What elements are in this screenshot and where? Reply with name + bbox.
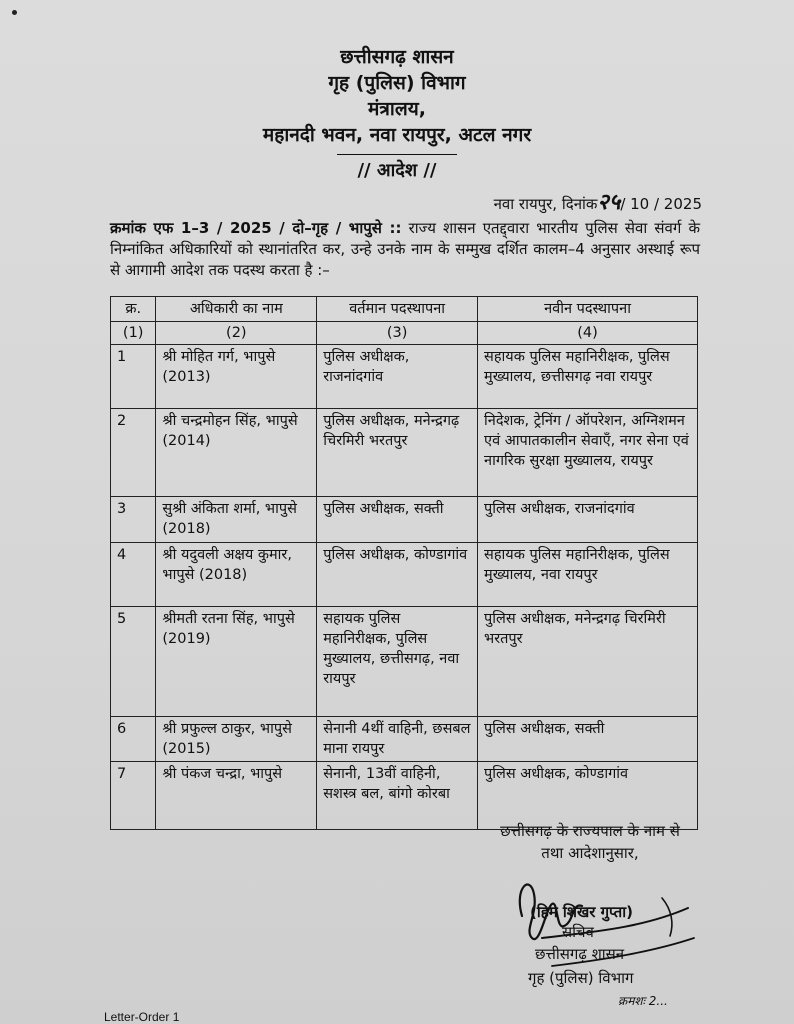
order-reference: क्रमांक एफ 1–3 / 2025 / दो–गृह / भापुसे ::: [110, 219, 402, 237]
table-row: [111, 717, 698, 762]
row-sno: 2: [111, 409, 156, 497]
row-officer-name: श्री प्रफुल्ल ठाकुर, भापुसे (2015): [156, 717, 317, 762]
letterhead-address: महानदी भवन, नवा रायपुर, अटल नगर: [262, 124, 532, 146]
letterhead-government: छत्तीसगढ़ शासन: [340, 46, 454, 68]
row-officer-name: श्री पंकज चन्द्रा, भापुसे: [156, 762, 317, 830]
column-number: (2): [156, 322, 317, 345]
row-officer-name: श्री चन्द्रमोहन सिंह, भापुसे (2014): [156, 409, 317, 497]
row-current-posting: पुलिस अधीक्षक, मनेन्द्रगढ़ चिरमिरी भरतपुर: [317, 409, 478, 497]
row-sno: 5: [111, 607, 156, 717]
row-current-posting: सेनानी 4थीं वाहिनी, छसबल माना रायपुर: [317, 717, 478, 762]
table-row: [111, 409, 698, 497]
signatory-department: गृह (पुलिस) विभाग: [528, 969, 634, 987]
officer-name: (हिम शिखर गुप्ता): [530, 903, 633, 921]
letterhead-department: गृह (पुलिस) विभाग: [328, 72, 466, 94]
row-new-posting: पुलिस अधीक्षक, सक्ती: [478, 717, 698, 762]
row-current-posting: पुलिस अधीक्षक, सक्ती: [317, 497, 478, 543]
order-intro: [110, 218, 700, 281]
table-row: [111, 497, 698, 543]
row-new-posting: सहायक पुलिस महानिरीक्षक, पुलिस मुख्यालय, नवा रायपुर: [478, 543, 698, 607]
date-month-year: / 10 / 2025: [620, 195, 702, 213]
authority-line-2: तथा आदेशानुसार,: [541, 844, 639, 862]
row-current-posting: सेनानी, 13वीं वाहिनी, सशस्त्र बल, बांगो कोरबा: [317, 762, 478, 830]
table-row: [111, 607, 698, 717]
row-new-posting: पुलिस अधीक्षक, कोण्डागांव: [478, 762, 698, 830]
row-sno: 4: [111, 543, 156, 607]
footer-label: Letter-Order 1: [104, 1010, 180, 1024]
column-number: (3): [317, 322, 478, 345]
column-number-row: [111, 322, 698, 345]
row-new-posting: पुलिस अधीक्षक, मनेन्द्रगढ़ चिरमिरी भरतपुर: [478, 607, 698, 717]
row-sno: 6: [111, 717, 156, 762]
scan-mark: [12, 10, 17, 15]
letterhead-ministry: मंत्रालय,: [368, 98, 426, 120]
column-number: (4): [478, 322, 698, 345]
authority-line: [460, 820, 720, 864]
continued-note: क्रमशः 2...: [618, 994, 668, 1008]
row-sno: 1: [111, 345, 156, 409]
header-current-posting: वर्तमान पदस्थापना: [317, 297, 478, 322]
row-new-posting: निदेशक, ट्रेनिंग / ऑपरेशन, अग्निशमन एवं आपातकालीन सेवाएँ, नगर सेना एवं नागरिक सुरक्षा मुख्यालय, रायपुर: [478, 409, 698, 497]
order-title: // आदेश //: [357, 160, 437, 181]
date-day: २५: [597, 189, 621, 215]
authority-line-1: छत्तीसगढ़ के राज्यपाल के नाम से: [500, 822, 680, 840]
row-officer-name: सुश्री अंकिता शर्मा, भापुसे (2018): [156, 497, 317, 543]
table-row: [111, 345, 698, 409]
header-new-posting: नवीन पदस्थापना: [478, 297, 698, 322]
officer-designation: सचिव: [562, 923, 594, 941]
letterhead-rule: [337, 154, 457, 155]
transfer-table: [110, 296, 698, 830]
table-header-row: [111, 297, 698, 322]
column-number: (1): [111, 322, 156, 345]
row-current-posting: पुलिस अधीक्षक, राजनांदगांव: [317, 345, 478, 409]
row-sno: 7: [111, 762, 156, 830]
letterhead: [0, 44, 794, 155]
row-current-posting: सहायक पुलिस महानिरीक्षक, पुलिस मुख्यालय, छत्तीसगढ़, नवा रायपुर: [317, 607, 478, 717]
row-new-posting: सहायक पुलिस महानिरीक्षक, पुलिस मुख्यालय, छत्तीसगढ़ नवा रायपुर: [478, 345, 698, 409]
date-place: नवा रायपुर, दिनांक: [493, 195, 598, 213]
row-current-posting: पुलिस अधीक्षक, कोण्डागांव: [317, 543, 478, 607]
order-intro-text: राज्य शासन एतद्द्वारा भारतीय पुलिस सेवा संवर्ग के निम्नांकित अधिकारियों को स्थानांतरित कर, उन्हे उनके नाम के सम्मुख दर्शित कालम–4 अनुसार अस्थाई रूप से आगामी आदेश तक पदस्थ करता है :–: [110, 219, 700, 279]
row-officer-name: श्रीमती रतना सिंह, भापुसे (2019): [156, 607, 317, 717]
header-officer-name: अधिकारी का नाम: [156, 297, 317, 322]
row-sno: 3: [111, 497, 156, 543]
signatory-government: छत्तीसगढ़ शासन: [535, 945, 625, 963]
header-sno: क्र.: [111, 297, 156, 322]
table-row: [111, 543, 698, 607]
row-officer-name: श्री मोहित गर्ग, भापुसे (2013): [156, 345, 317, 409]
row-new-posting: पुलिस अधीक्षक, राजनांदगांव: [478, 497, 698, 543]
row-officer-name: श्री यदुवली अक्षय कुमार, भापुसे (2018): [156, 543, 317, 607]
dateline: [494, 186, 702, 216]
